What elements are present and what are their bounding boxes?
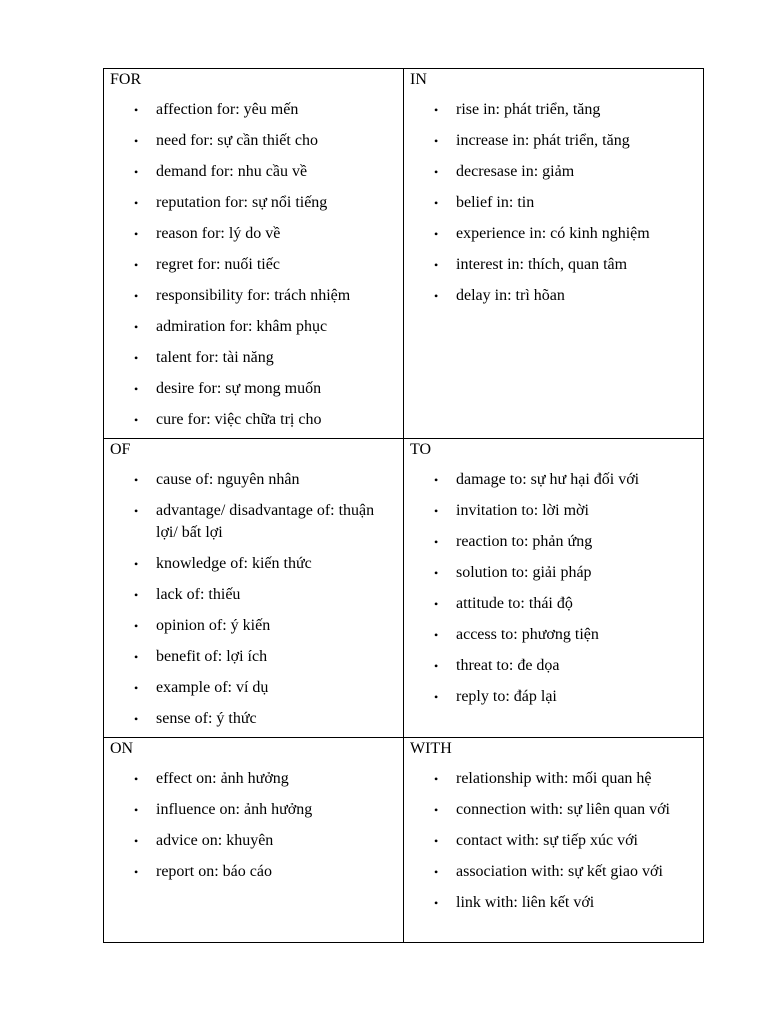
list-item-text: knowledge of: kiến thức	[156, 555, 312, 572]
bullet-icon: •	[134, 165, 139, 179]
bullet-icon: •	[134, 619, 139, 633]
bullet-icon: •	[434, 865, 439, 879]
bullet-icon: •	[134, 413, 139, 427]
bullet-icon: •	[434, 165, 439, 179]
bullet-icon: •	[434, 473, 439, 487]
bullet-icon: •	[134, 134, 139, 148]
list-item-text: sense of: ý thức	[156, 710, 257, 727]
bullet-icon: •	[434, 289, 439, 303]
bullet-icon: •	[434, 803, 439, 817]
list-item	[104, 192, 403, 214]
list-item	[104, 99, 403, 121]
bullet-icon: •	[134, 834, 139, 848]
bullet-icon: •	[134, 351, 139, 365]
bullet-icon: •	[434, 597, 439, 611]
list-item	[404, 531, 703, 553]
bullet-icon: •	[434, 659, 439, 673]
list-item	[104, 409, 403, 431]
list-item-text: benefit of: lợi ích	[156, 648, 268, 665]
item-list	[104, 99, 403, 431]
bullet-icon: •	[134, 227, 139, 241]
cell-heading: OF	[110, 441, 131, 458]
list-item-text: opinion of: ý kiến	[156, 617, 271, 634]
list-item-text: regret for: nuối tiếc	[156, 256, 280, 273]
bullet-icon: •	[134, 382, 139, 396]
list-item	[104, 553, 403, 575]
list-item-text: talent for: tài năng	[156, 349, 274, 366]
list-item	[404, 192, 703, 214]
list-item	[104, 677, 403, 699]
bullet-icon: •	[434, 227, 439, 241]
list-item-text: demand for: nhu cầu về	[156, 163, 308, 180]
cell-heading: IN	[410, 71, 427, 88]
list-item	[104, 223, 403, 245]
list-item-text: relationship with: mối quan hệ	[456, 770, 652, 787]
list-item	[104, 161, 403, 183]
list-item	[404, 161, 703, 183]
item-list	[404, 768, 703, 914]
list-item-text: solution to: giải pháp	[456, 564, 592, 581]
list-item-text: association with: sự kết giao với	[456, 863, 663, 880]
bullet-icon: •	[434, 896, 439, 910]
list-item	[104, 708, 403, 730]
list-item-text: reason for: lý do về	[156, 225, 281, 242]
cell-for	[104, 69, 404, 439]
list-item-text: damage to: sự hư hại đối với	[456, 471, 640, 488]
list-item-text: increase in: phát triển, tăng	[456, 132, 630, 149]
bullet-icon: •	[134, 712, 139, 726]
list-item-text: responsibility for: trách nhiệm	[156, 287, 351, 304]
bullet-icon: •	[434, 535, 439, 549]
item-list	[104, 768, 403, 883]
bullet-icon: •	[134, 588, 139, 602]
cell-of	[104, 439, 404, 738]
table-row	[104, 738, 704, 943]
bullet-icon: •	[134, 196, 139, 210]
list-item-text: interest in: thích, quan tâm	[456, 256, 628, 273]
list-item-text: desire for: sự mong muốn	[156, 380, 322, 397]
bullet-icon: •	[134, 289, 139, 303]
list-item	[104, 861, 403, 883]
cell-heading: FOR	[110, 71, 142, 88]
bullet-icon: •	[434, 196, 439, 210]
cell-heading: TO	[410, 441, 432, 458]
list-item-text: report on: báo cáo	[156, 863, 272, 880]
list-item-text: link with: liên kết với	[456, 894, 595, 911]
bullet-icon: •	[434, 134, 439, 148]
list-item	[104, 615, 403, 637]
list-item	[404, 469, 703, 491]
list-item-text: attitude to: thái độ	[456, 595, 573, 612]
list-item-text: need for: sự cần thiết cho	[156, 132, 318, 149]
list-item	[104, 500, 403, 544]
bullet-icon: •	[134, 258, 139, 272]
list-item-text: access to: phương tiện	[456, 626, 599, 643]
bullet-icon: •	[134, 865, 139, 879]
list-item-text: advice on: khuyên	[156, 832, 274, 849]
list-item-text: delay in: trì hõan	[456, 287, 565, 304]
list-item	[404, 99, 703, 121]
list-item-text: advantage/ disadvantage of: thuận lợi/ bất lợi	[156, 502, 375, 541]
item-list	[404, 469, 703, 708]
list-item-text: rise in: phát triển, tăng	[456, 101, 601, 118]
list-item	[104, 584, 403, 606]
bullet-icon: •	[434, 504, 439, 518]
list-item-text: effect on: ảnh hưởng	[156, 770, 289, 787]
list-item-text: reaction to: phản ứng	[456, 533, 593, 550]
list-item	[404, 892, 703, 914]
list-item	[104, 469, 403, 491]
bullet-icon: •	[134, 504, 139, 518]
list-item-text: reputation for: sự nổi tiếng	[156, 194, 328, 211]
bullet-icon: •	[434, 103, 439, 117]
list-item-text: affection for: yêu mến	[156, 101, 299, 118]
list-item	[104, 130, 403, 152]
list-item	[104, 646, 403, 668]
list-item	[104, 254, 403, 276]
list-item-text: cause of: nguyên nhân	[156, 471, 300, 488]
table-row	[104, 69, 704, 439]
bullet-icon: •	[434, 772, 439, 786]
bullet-icon: •	[134, 681, 139, 695]
bullet-icon: •	[134, 803, 139, 817]
list-item-text: belief in: tin	[456, 194, 535, 211]
list-item	[404, 799, 703, 821]
list-item	[104, 285, 403, 307]
cell-heading: ON	[110, 740, 134, 757]
list-item-text: cure for: việc chữa trị cho	[156, 411, 322, 428]
item-list	[404, 99, 703, 307]
list-item-text: invitation to: lời mời	[456, 502, 589, 519]
list-item	[404, 500, 703, 522]
list-item-text: decresase in: giảm	[456, 163, 575, 180]
cell-heading: WITH	[410, 740, 452, 757]
bullet-icon: •	[434, 566, 439, 580]
cell-with	[404, 738, 704, 943]
bullet-icon: •	[134, 320, 139, 334]
bullet-icon: •	[134, 772, 139, 786]
table-row	[104, 439, 704, 738]
list-item-text: reply to: đáp lại	[456, 688, 557, 705]
list-item	[404, 254, 703, 276]
list-item	[404, 223, 703, 245]
list-item	[104, 830, 403, 852]
bullet-icon: •	[434, 690, 439, 704]
list-item	[104, 316, 403, 338]
cell-to	[404, 439, 704, 738]
list-item	[404, 686, 703, 708]
bullet-icon: •	[134, 103, 139, 117]
list-item-text: influence on: ảnh hưởng	[156, 801, 313, 818]
list-item-text: connection with: sự liên quan với	[456, 801, 670, 818]
list-item	[404, 624, 703, 646]
list-item-text: lack of: thiếu	[156, 586, 241, 603]
list-item	[104, 768, 403, 790]
list-item-text: admiration for: khâm phục	[156, 318, 328, 335]
bullet-icon: •	[134, 650, 139, 664]
list-item	[404, 593, 703, 615]
list-item-text: example of: ví dụ	[156, 679, 269, 696]
list-item	[404, 830, 703, 852]
bullet-icon: •	[434, 258, 439, 272]
preposition-table	[103, 68, 704, 943]
list-item	[404, 562, 703, 584]
list-item	[104, 799, 403, 821]
cell-in	[404, 69, 704, 439]
list-item-text: experience in: có kinh nghiệm	[456, 225, 650, 242]
bullet-icon: •	[434, 628, 439, 642]
bullet-icon: •	[134, 557, 139, 571]
bullet-icon: •	[134, 473, 139, 487]
list-item	[404, 655, 703, 677]
list-item	[404, 861, 703, 883]
list-item	[404, 130, 703, 152]
bullet-icon: •	[434, 834, 439, 848]
list-item	[104, 378, 403, 400]
list-item	[104, 347, 403, 369]
item-list	[104, 469, 403, 730]
list-item-text: contact with: sự tiếp xúc với	[456, 832, 638, 849]
list-item-text: threat to: đe dọa	[456, 657, 560, 674]
cell-on	[104, 738, 404, 943]
list-item	[404, 768, 703, 790]
list-item	[404, 285, 703, 307]
